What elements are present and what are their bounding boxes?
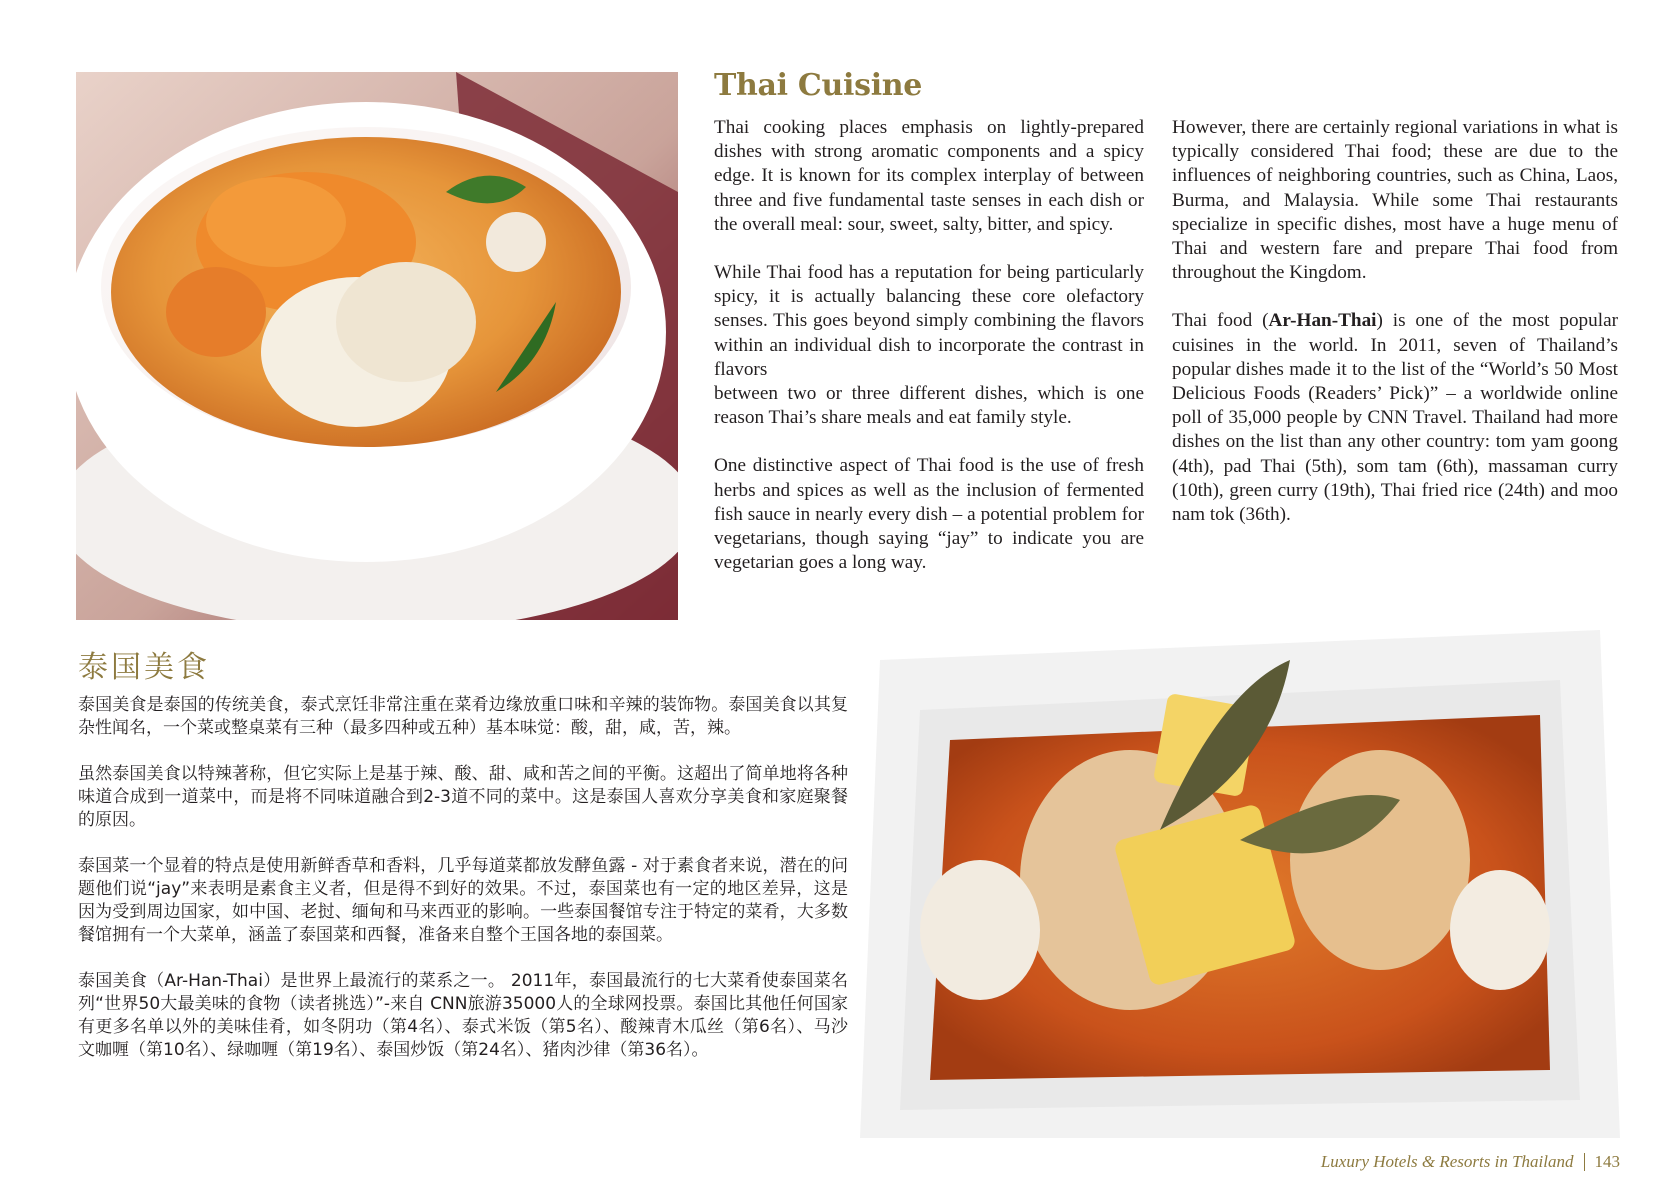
paragraph <box>1172 309 1618 527</box>
paragraph-line: While Thai food has a reputation for being particularly spicy, it is actually balancing these core olefactory senses. This goes beyond simply combining the flavors within an individual dish to incorporate the contrast in flavors <box>714 262 1144 380</box>
paragraph: However, there are certainly regional variations in what is typically considered Thai food; these are due to the influences of neighboring countries, such as China, Laos, Burma, and Malaysia. While some Thai restaurants specialize in specific dishes, most have a huge menu of Thai and western fare and prepare Thai food from throughout the Kingdom. <box>1172 117 1618 284</box>
paragraph-text: ) is one of the most popular cuisines in the world. In 2011, seven of Thailand’s popular dishes made it to the list of the “World’s 50 Most Delicious Foods (Readers’ Pick)” – a worldwide online poll of 35,000 people by CNN Travel. Thailand had more dishes on the list than any other country: tom yam goong (4th), pad Thai (5th), som tam (6th), massaman curry (10th), green curry (19th), Thai fried rice (24th) and moo nam tok (36th). <box>1172 310 1618 526</box>
page-footer <box>1321 1152 1620 1172</box>
paragraph: 泰国菜一个显着的特点是使用新鲜香草和香料，几乎每道菜都放发酵鱼露 - 对于素食者来说，潜在的问题他们说“jay”来表明是素食主义者，但是得不到好的效果。不过，泰国菜也有一定的地区差异，这是因为受到周边国家，如中国、老挝、缅甸和马来西亚的影响。一些泰国餐馆专注于特定的菜肴，大多数餐馆拥有一个大菜单，涵盖了泰国菜和西餐，准备来自整个王国各地的泰国菜。 <box>78 856 848 945</box>
chinese-body <box>78 694 848 1085</box>
bold-term: Ar-Han-Thai <box>1268 310 1377 332</box>
footer-divider <box>1584 1153 1585 1171</box>
paragraph: One distinctive aspect of Thai food is the use of fresh herbs and spices as well as the inclusion of fermented fish sauce in nearly every dish – a potential problem for vegetarians, though saying “jay” to indicate you are vegetarian goes a long way. <box>714 455 1144 574</box>
paragraph: Thai cooking places emphasis on lightly-prepared dishes with strong aromatic components and a spicy edge. It is known for its complex interplay of between three and five fundamental taste senses in each dish or the overall meal: sour, sweet, salty, bitter, and spicy. <box>714 117 1144 235</box>
page-number: 143 <box>1594 1152 1620 1171</box>
page-title-english: Thai Cuisine <box>714 68 923 103</box>
paragraph: 虽然泰国美食以特辣著称，但它实际上是基于辣、酸、甜、咸和苦之间的平衡。这超出了简单地将各种味道合成到一道菜中，而是将不同味道融合到2-3道不同的菜中。这是泰国人喜欢分享美食和家庭聚餐的原因。 <box>78 764 848 830</box>
paragraph-text: Thai food ( <box>1172 310 1269 332</box>
english-column-right <box>1172 116 1618 551</box>
tom-yam-soup-photo <box>76 72 678 620</box>
paragraph: between two or three different dishes, which is one reason Thai’s share meals and eat family style. <box>714 383 1144 429</box>
paragraph: 泰国美食是泰国的传统美食，泰式烹饪非常注重在菜肴边缘放重口味和辛辣的装饰物。泰国美食以其复杂性闻名，一个菜或整桌菜有三种（最多四种或五种）基本味觉：酸，甜，咸，苦，辣。 <box>78 695 848 738</box>
english-column-left <box>714 116 1144 599</box>
massaman-curry-photo <box>860 630 1620 1138</box>
footer-caption: Luxury Hotels & Resorts in Thailand <box>1320 1152 1574 1171</box>
paragraph <box>714 261 1144 382</box>
page-title-chinese: 泰国美食 <box>78 650 210 685</box>
paragraph: 泰国美食（Ar-Han-Thai）是世界上最流行的菜系之一。 2011年，泰国最流行的七大菜肴使泰国菜名列“世界50大最美味的食物（读者挑选）”-来自 CNN旅游35000人的全球网投票。泰国比其他任何国家有更多名单以外的美味佳肴，如冬阴功（第4名）、泰式米饭（第5名）、酸辣青木瓜丝（第6名）、马沙文咖喱（第10名）、绿咖喱（第19名）、泰国炒饭（第24名）、猪肉沙律（第36名）。 <box>78 971 848 1060</box>
